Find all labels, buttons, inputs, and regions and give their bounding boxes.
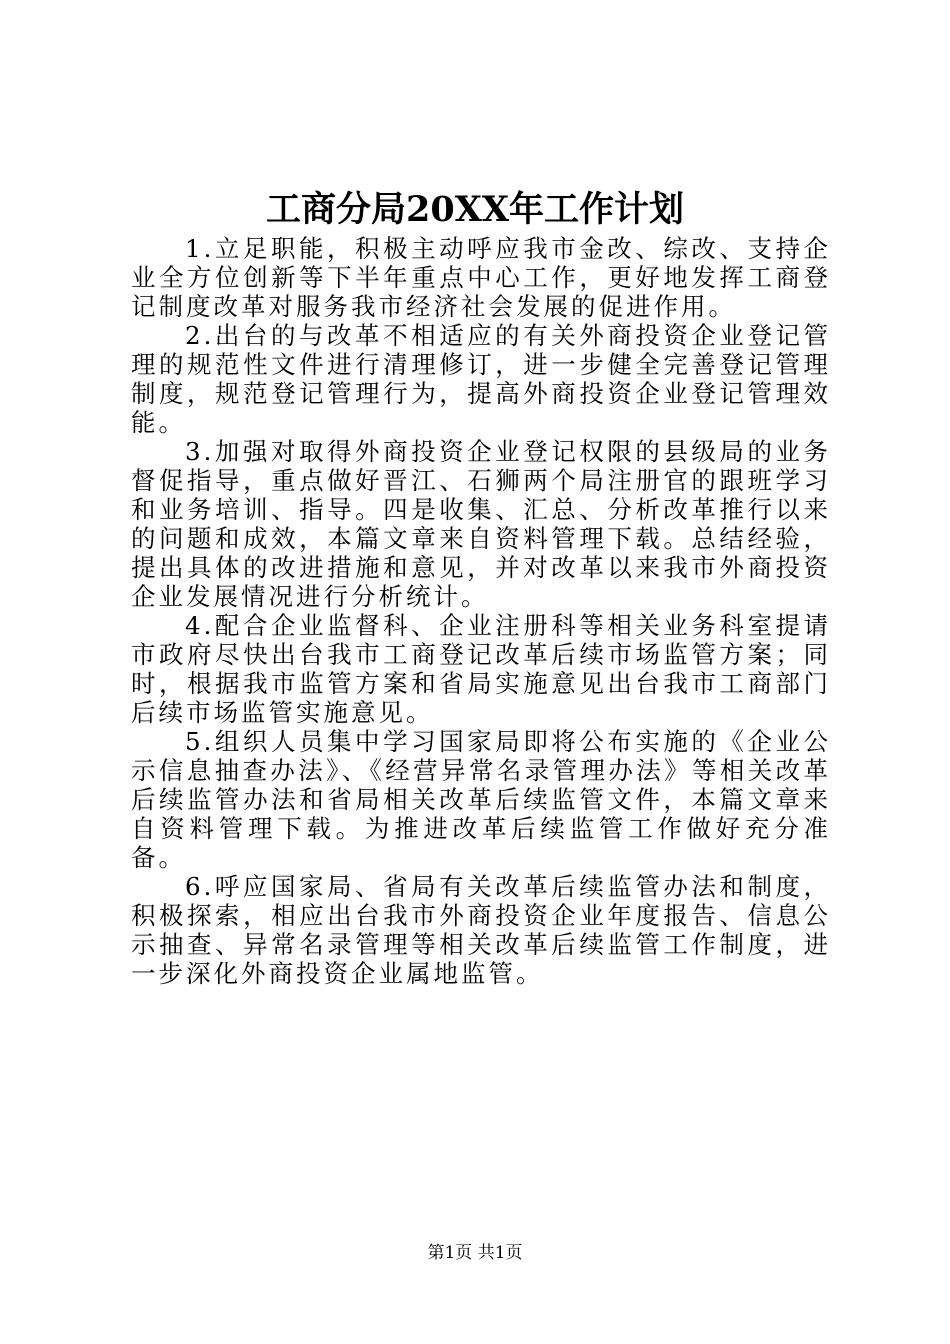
paragraph-3: 3.加强对取得外商投资企业登记权限的县级局的业务督促指导，重点做好晋江、石狮两个局注册官的跟班学习和业务培训、指导。四是收集、汇总、分析改革推行以来的问题和成效，本篇文章来自资料管理下载。总结经验，提出具体的改进措施和意见，并对改革以来我市外商投资企业发展情况进行分析统计。 [131, 437, 831, 611]
paragraph-6: 6.呼应国家局、省局有关改革后续监管办法和制度，积极探索，相应出台我市外商投资企业年度报告、信息公示抽查、异常名录管理等相关改革后续监管工作制度，进一步深化外商投资企业属地监管。 [131, 872, 831, 988]
paragraph-1: 1.立足职能，积极主动呼应我市金改、综改、支持企业全方位创新等下半年重点中心工作，更好地发挥工商登记制度改革对服务我市经济社会发展的促进作用。 [131, 234, 831, 321]
page-footer: 第1页 共1页 [427, 1243, 523, 1263]
paragraph-5: 5.组织人员集中学习国家局即将公布实施的《企业公示信息抽查办法》、《经营异常名录管理办法》等相关改革后续监管办法和省局相关改革后续监管文件，本篇文章来自资料管理下载。为推进改革后续监管工作做好充分准备。 [131, 727, 831, 872]
paragraph-4: 4.配合企业监督科、企业注册科等相关业务科室提请市政府尽快出台我市工商登记改革后续市场监管方案；同时，根据我市监管方案和省局实施意见出台我市工商部门后续市场监管实施意见。 [131, 611, 831, 727]
document-title: 工商分局20XX年工作计划 [265, 189, 685, 230]
paragraph-2: 2.出台的与改革不相适应的有关外商投资企业登记管理的规范性文件进行清理修订，进一步健全完善登记管理制度，规范登记管理行为，提高外商投资企业登记管理效能。 [131, 321, 831, 437]
document-body [131, 234, 831, 988]
